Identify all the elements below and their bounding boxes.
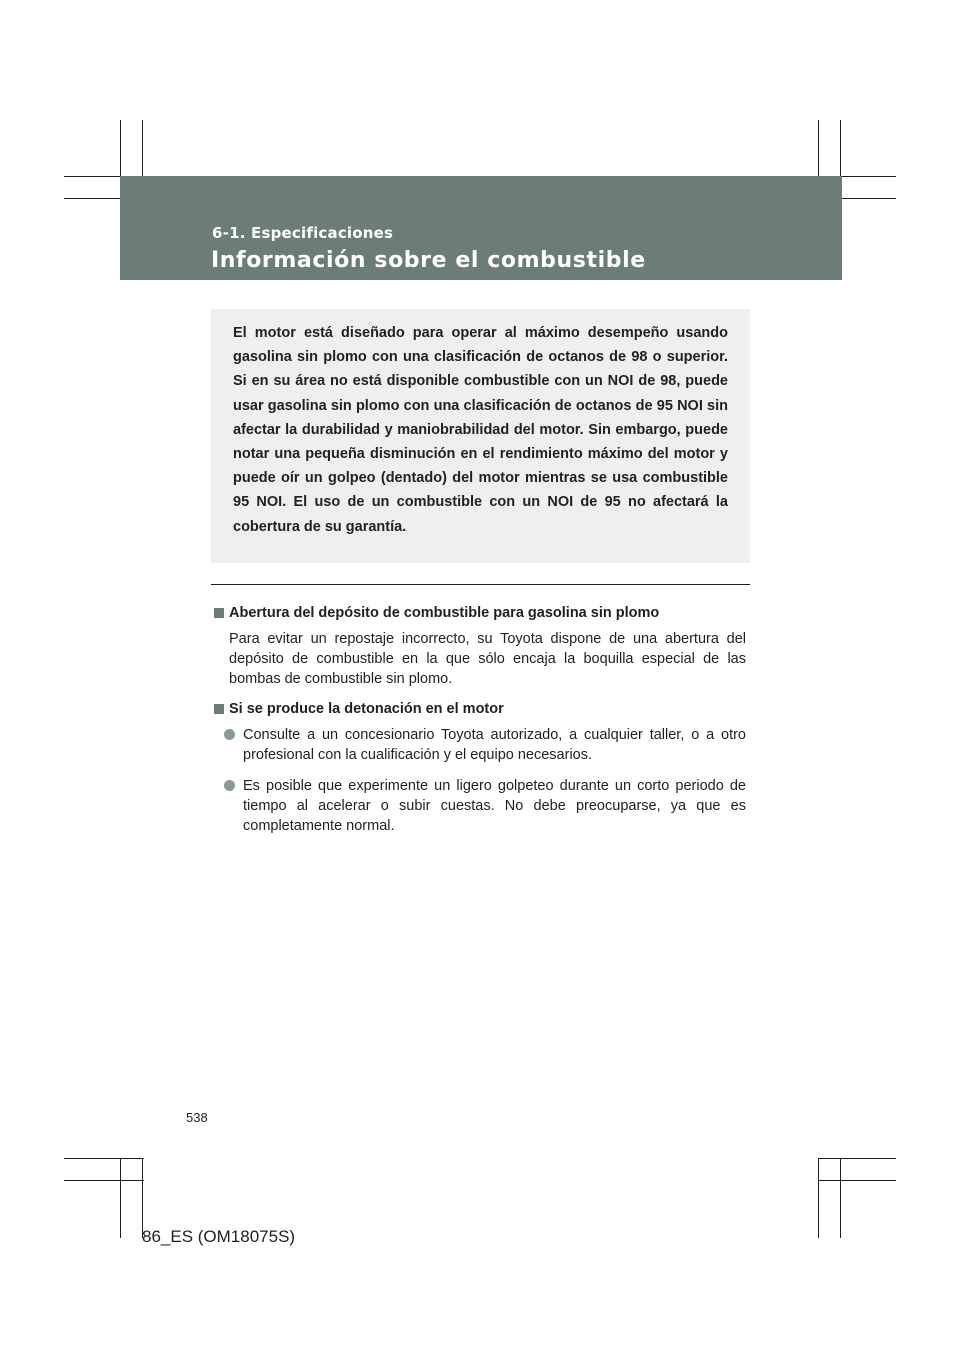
crop-mark <box>64 1158 144 1159</box>
crop-mark <box>840 1158 841 1238</box>
page-number: 538 <box>186 1110 208 1125</box>
crop-mark <box>120 1158 121 1238</box>
square-bullet-icon <box>214 704 224 714</box>
sub-heading-text: Si se produce la detonación en el motor <box>229 701 504 717</box>
circle-bullet-icon <box>224 729 235 740</box>
section-header <box>120 176 842 280</box>
bullet-text: Es posible que experimente un ligero golpeteo durante un corto periodo de tiempo al acelerar o subir cuestas. No debe preocuparse, ya que es completamente normal. <box>243 778 746 834</box>
crop-mark <box>818 1158 819 1238</box>
square-bullet-icon <box>214 608 224 618</box>
crop-mark <box>818 1180 896 1181</box>
circle-bullet-icon <box>224 780 235 791</box>
paragraph: Para evitar un repostaje incorrecto, su Toyota dispone de una abertura del depósito de combustible en la que sólo encaja la boquilla especial de las bombas de combustible sin plomo. <box>229 631 746 687</box>
intro-text: El motor está diseñado para operar al máximo desempeño usando gasolina sin plomo con una clasificación de octanos de 98 o superior. Si en su área no está disponible combustible con un NOI de 98, puede usar gasolina sin plomo con una clasificación de octanos de 95 NOI sin afectar la durabilidad y maniobrabilidad del motor. Sin embargo, puede notar una pequeña disminución en el rendimiento máximo del motor y puede oír un golpeo (dentado) del motor mientras se usa combustible 95 NOI. El uso de un combustible con un NOI de 95 no afectará la cobertura de su garantía. <box>233 325 728 535</box>
content <box>211 603 746 836</box>
section-divider <box>211 584 750 585</box>
intro-box <box>211 309 750 563</box>
crop-mark <box>142 1158 143 1238</box>
bullet-item <box>243 776 746 836</box>
section-label: 6-1. Especificaciones <box>212 224 394 242</box>
manual-code: 86_ES (OM18075S) <box>142 1227 296 1246</box>
crop-mark <box>64 1180 144 1181</box>
bullet-text: Consulte a un concesionario Toyota autorizado, a cualquier taller, o a otro profesional con la cualificación y el equipo necesarios. <box>243 727 746 763</box>
crop-mark <box>818 1158 896 1159</box>
sub-heading-fuel-filler <box>211 603 746 623</box>
page-title: Información sobre el combustible <box>211 248 646 273</box>
sub-heading-text: Abertura del depósito de combustible para gasolina sin plomo <box>229 605 660 621</box>
bullet-item <box>243 725 746 765</box>
sub-heading-engine-knocking <box>211 699 746 719</box>
